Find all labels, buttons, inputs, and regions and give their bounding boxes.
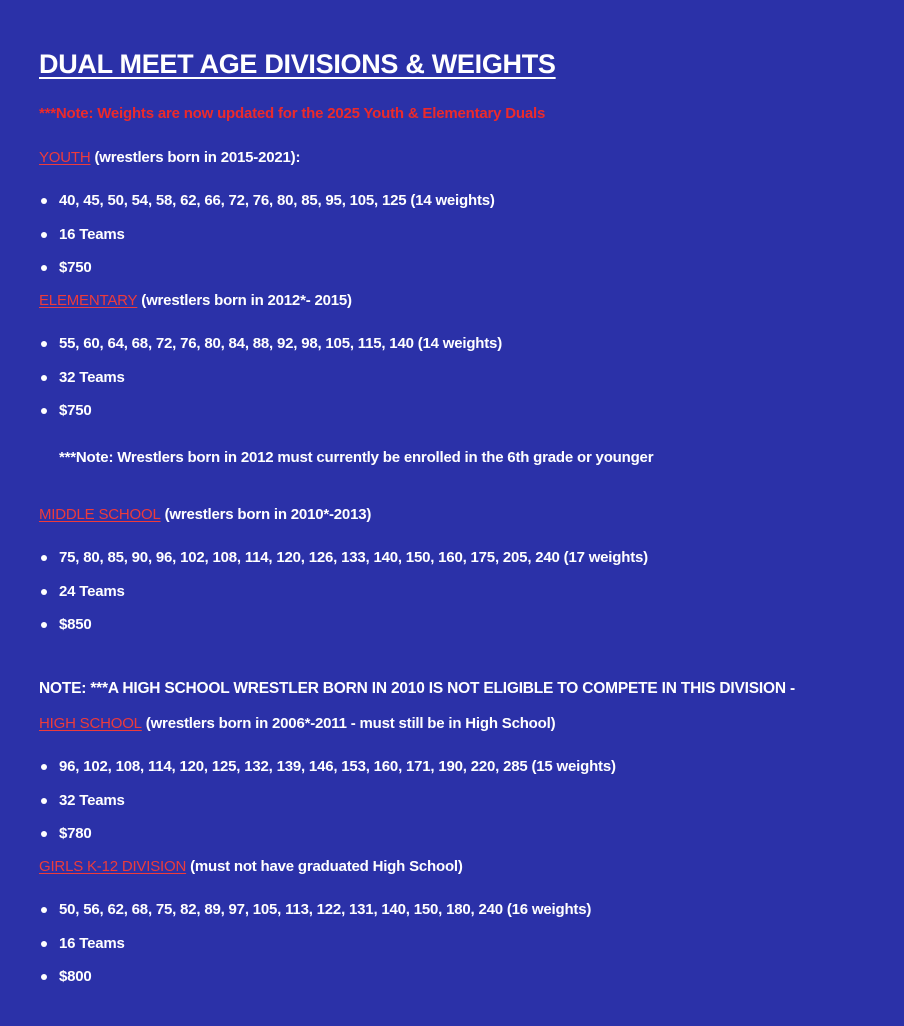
division-description: (wrestlers born in 2012*- 2015) xyxy=(141,292,352,309)
list-item-teams: 16 Teams xyxy=(39,225,495,259)
eligibility-note: NOTE: ***A HIGH SCHOOL WRESTLER BORN IN 2010 IS NOT ELIGIBLE TO COMPETE IN THIS DIVISION - xyxy=(39,680,795,697)
division-link-elementary[interactable]: ELEMENTARY xyxy=(39,292,138,309)
list-item-price: $780 xyxy=(39,824,616,858)
division-list-girls xyxy=(39,900,591,1001)
weights-update-note: ***Note: Weights are now updated for the 2025 Youth & Elementary Duals xyxy=(39,105,546,122)
division-list-high-school xyxy=(39,757,616,858)
list-item-weights: 40, 45, 50, 54, 58, 62, 66, 72, 76, 80, 85, 95, 105, 125 (14 weights) xyxy=(39,191,495,225)
division-link-middle-school[interactable]: MIDDLE SCHOOL xyxy=(39,506,161,523)
division-list-elementary xyxy=(39,334,502,435)
division-link-high-school[interactable]: HIGH SCHOOL xyxy=(39,715,142,732)
list-item-price: $850 xyxy=(39,615,648,649)
division-link-girls-k12[interactable]: GIRLS K-12 DIVISION xyxy=(39,858,187,875)
list-item-weights: 55, 60, 64, 68, 72, 76, 80, 84, 88, 92, 98, 105, 115, 140 (14 weights) xyxy=(39,334,502,368)
list-item-weights: 96, 102, 108, 114, 120, 125, 132, 139, 146, 153, 160, 171, 190, 220, 285 (15 weights) xyxy=(39,757,616,791)
division-heading-youth xyxy=(39,148,300,168)
list-item-teams: 32 Teams xyxy=(39,368,502,402)
division-description: (wrestlers born in 2006*-2011 - must still be in High School) xyxy=(145,715,556,732)
division-heading-high-school xyxy=(39,714,555,734)
division-description: (wrestlers born in 2015-2021): xyxy=(94,149,301,166)
list-item-teams: 24 Teams xyxy=(39,582,648,616)
list-item-price: $800 xyxy=(39,967,591,1001)
elementary-grade-note: ***Note: Wrestlers born in 2012 must currently be enrolled in the 6th grade or younger xyxy=(59,449,654,466)
division-description: (must not have graduated High School) xyxy=(190,858,463,875)
list-item-price: $750 xyxy=(39,401,502,435)
list-item-weights: 50, 56, 62, 68, 75, 82, 89, 97, 105, 113, 122, 131, 140, 150, 180, 240 (16 weights) xyxy=(39,900,591,934)
page-title: DUAL MEET AGE DIVISIONS & WEIGHTS xyxy=(39,49,556,79)
list-item-teams: 32 Teams xyxy=(39,791,616,825)
division-heading-elementary xyxy=(39,291,352,311)
division-list-youth xyxy=(39,191,495,292)
division-list-middle-school xyxy=(39,548,648,649)
list-item-weights: 75, 80, 85, 90, 96, 102, 108, 114, 120, 126, 133, 140, 150, 160, 175, 205, 240 (17 weights) xyxy=(39,548,648,582)
division-heading-girls xyxy=(39,857,463,877)
division-heading-middle-school xyxy=(39,505,371,525)
division-link-youth[interactable]: YOUTH xyxy=(39,149,91,166)
division-description: (wrestlers born in 2010*-2013) xyxy=(164,506,372,523)
list-item-teams: 16 Teams xyxy=(39,934,591,968)
list-item-price: $750 xyxy=(39,258,495,292)
